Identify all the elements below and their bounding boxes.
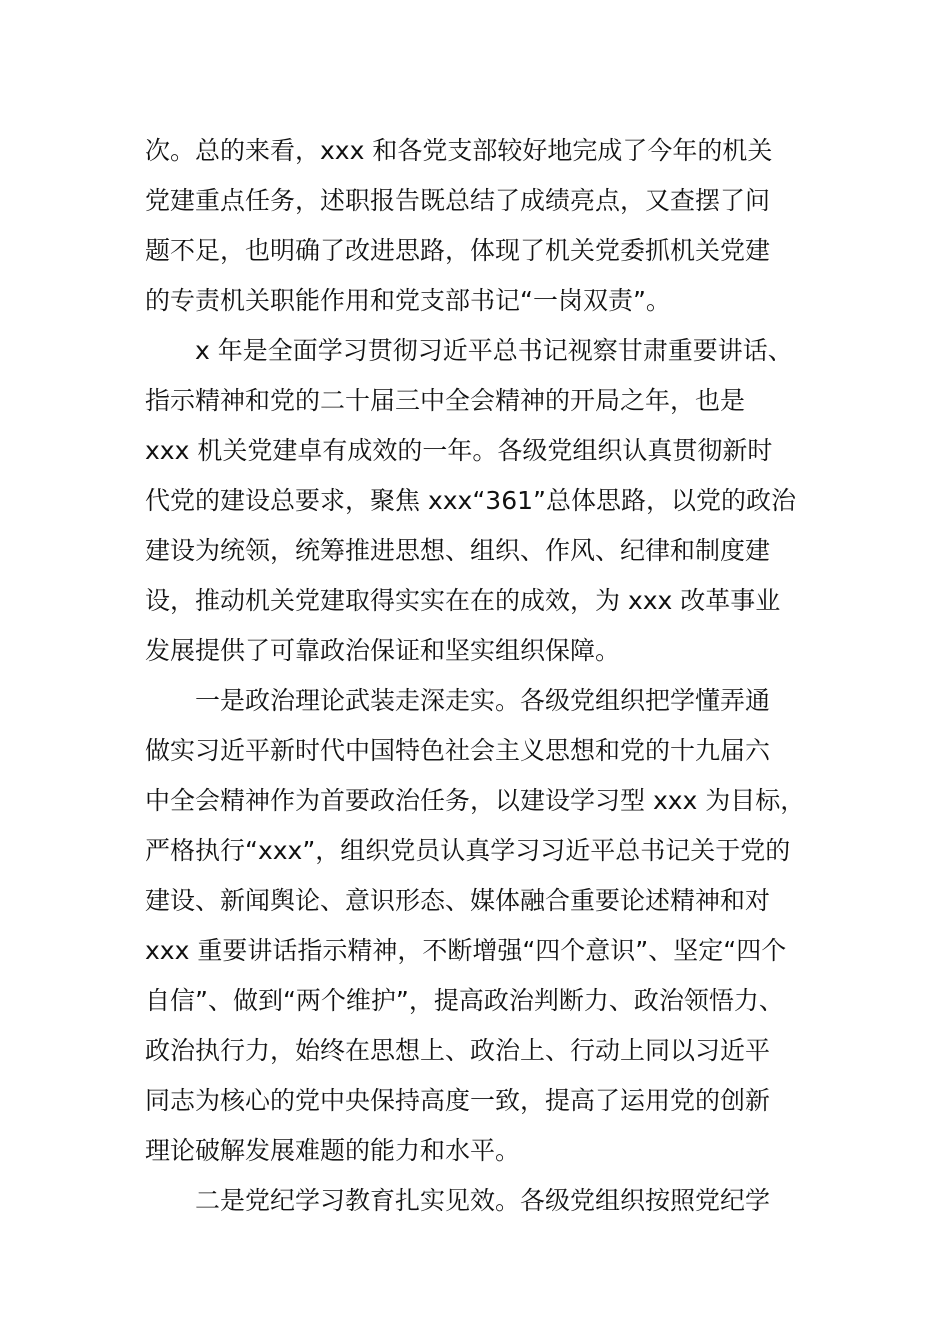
text-line-1: 次。总的来看，xxx 和各党支部较好地完成了今年的机关	[145, 136, 773, 165]
paragraph-2-first-line: x 年是全面学习贯彻习近平总书记视察甘肃重要讲话、	[195, 336, 793, 365]
text-line-11: 发展提供了可靠政治保证和坚实组织保障。	[145, 636, 621, 665]
text-line-7: xxx 机关党建卓有成效的一年。各级党组织认真贯彻新时	[145, 436, 773, 465]
text-line-18: 自信”、做到“两个维护”，提高政治判断力、政治领悟力、	[145, 986, 784, 1015]
text-line-14: 中全会精神作为首要政治任务，以建设学习型 xxx 为目标，	[145, 786, 806, 815]
text-line-13: 做实习近平新时代中国特色社会主义思想和党的十九届六	[145, 736, 771, 765]
text-line-8: 代党的建设总要求，聚焦 xxx“361”总体思路，以党的政治	[145, 486, 796, 515]
text-line-2: 党建重点任务，述职报告既总结了成绩亮点，又查摆了问	[145, 186, 771, 215]
text-line-9: 建设为统领，统筹推进思想、组织、作风、纪律和制度建	[145, 536, 771, 565]
document-body	[145, 126, 825, 1226]
text-line-16: 建设、新闻舆论、意识形态、媒体融合重要论述精神和对	[145, 886, 771, 915]
text-line-20: 同志为核心的党中央保持高度一致，提高了运用党的创新	[145, 1086, 771, 1115]
text-line-3: 题不足，也明确了改进思路，体现了机关党委抓机关党建	[145, 236, 771, 265]
text-line-4: 的专责机关职能作用和党支部书记“一岗双责”。	[145, 286, 671, 315]
paragraph-4-first-line: 二是党纪学习教育扎实见效。各级党组织按照党纪学	[195, 1186, 771, 1215]
text-line-10: 设，推动机关党建取得实实在在的成效，为 xxx 改革事业	[145, 586, 781, 615]
text-line-19: 政治执行力，始终在思想上、政治上、行动上同以习近平	[145, 1036, 771, 1065]
text-line-17: xxx 重要讲话指示精神，不断增强“四个意识”、坚定“四个	[145, 936, 787, 965]
text-line-6: 指示精神和党的二十届三中全会精神的开局之年，也是	[145, 386, 746, 415]
text-line-15: 严格执行“xxx”，组织党员认真学习习近平总书记关于党的	[145, 836, 791, 865]
paragraph-3-first-line: 一是政治理论武装走深走实。各级党组织把学懂弄通	[195, 686, 771, 715]
text-line-21: 理论破解发展难题的能力和水平。	[145, 1136, 521, 1165]
